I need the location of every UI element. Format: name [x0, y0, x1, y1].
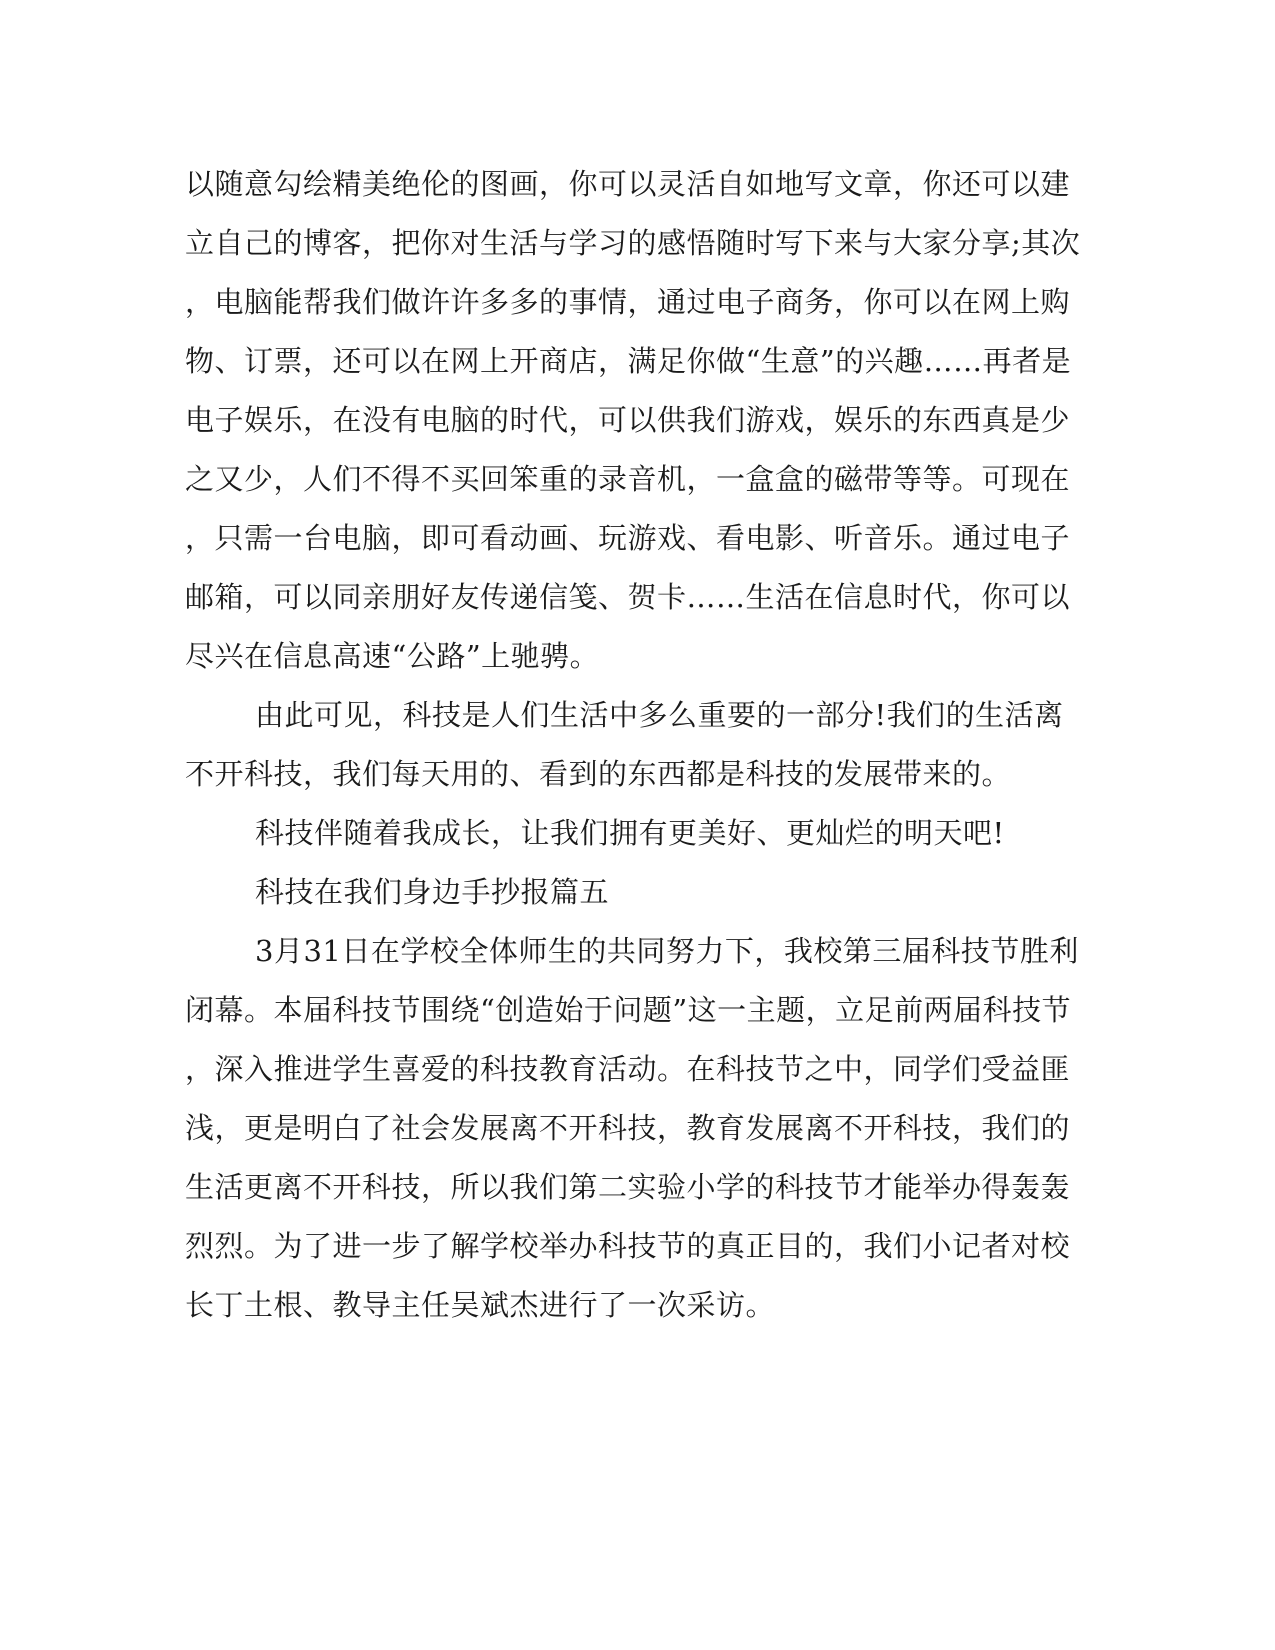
- text-line: ，深入推进学生喜爱的科技教育活动。在科技节之中，同学们受益匪: [185, 1052, 1071, 1086]
- text-line: 物、订票，还可以在网上开商店，满足你做“生意”的兴趣……再者是: [185, 344, 1072, 378]
- paragraph-start-line: 科技伴随着我成长，让我们拥有更美好、更灿烂的明天吧!: [255, 816, 1005, 850]
- text-line: 生活更离不开科技，所以我们第二实验小学的科技节才能举办得轰轰: [185, 1170, 1071, 1204]
- text-line: 烈烈。为了进一步了解学校举办科技节的真正目的，我们小记者对校: [185, 1229, 1071, 1263]
- text-line: ，只需一台电脑，即可看动画、玩游戏、看电影、听音乐。通过电子: [185, 521, 1071, 555]
- text-line: 长丁土根、教导主任吴斌杰进行了一次采访。: [185, 1288, 776, 1322]
- text-line: 立自己的博客，把你对生活与学习的感悟随时写下来与大家分享;其次: [185, 226, 1081, 260]
- text-line: 之又少，人们不得不买回笨重的录音机，一盒盒的磁带等等。可现在: [185, 462, 1071, 496]
- text-line: 以随意勾绘精美绝伦的图画，你可以灵活自如地写文章，你还可以建: [185, 167, 1071, 201]
- document-body: [185, 155, 1085, 1335]
- paragraph-start-line: 3月31日在学校全体师生的共同努力下，我校第三届科技节胜利: [255, 934, 1079, 968]
- section-heading: 科技在我们身边手抄报篇五: [255, 875, 610, 909]
- text-line: 浅，更是明白了社会发展离不开科技，教育发展离不开科技，我们的: [185, 1111, 1071, 1145]
- text-line: 邮箱，可以同亲朋好友传递信笺、贺卡……生活在信息时代，你可以: [185, 580, 1071, 614]
- paragraph-start-line: 由此可见，科技是人们生活中多么重要的一部分!我们的生活离: [255, 698, 1064, 732]
- text-line: ，电脑能帮我们做许许多多的事情，通过电子商务，你可以在网上购: [185, 285, 1071, 319]
- text-line: 电子娱乐，在没有电脑的时代，可以供我们游戏，娱乐的东西真是少: [185, 403, 1071, 437]
- text-line: 尽兴在信息高速“公路”上驰骋。: [185, 639, 600, 673]
- text-line: 不开科技，我们每天用的、看到的东西都是科技的发展带来的。: [185, 757, 1012, 791]
- text-line: 闭幕。本届科技节围绕“创造始于问题”这一主题，立足前两届科技节: [185, 993, 1072, 1027]
